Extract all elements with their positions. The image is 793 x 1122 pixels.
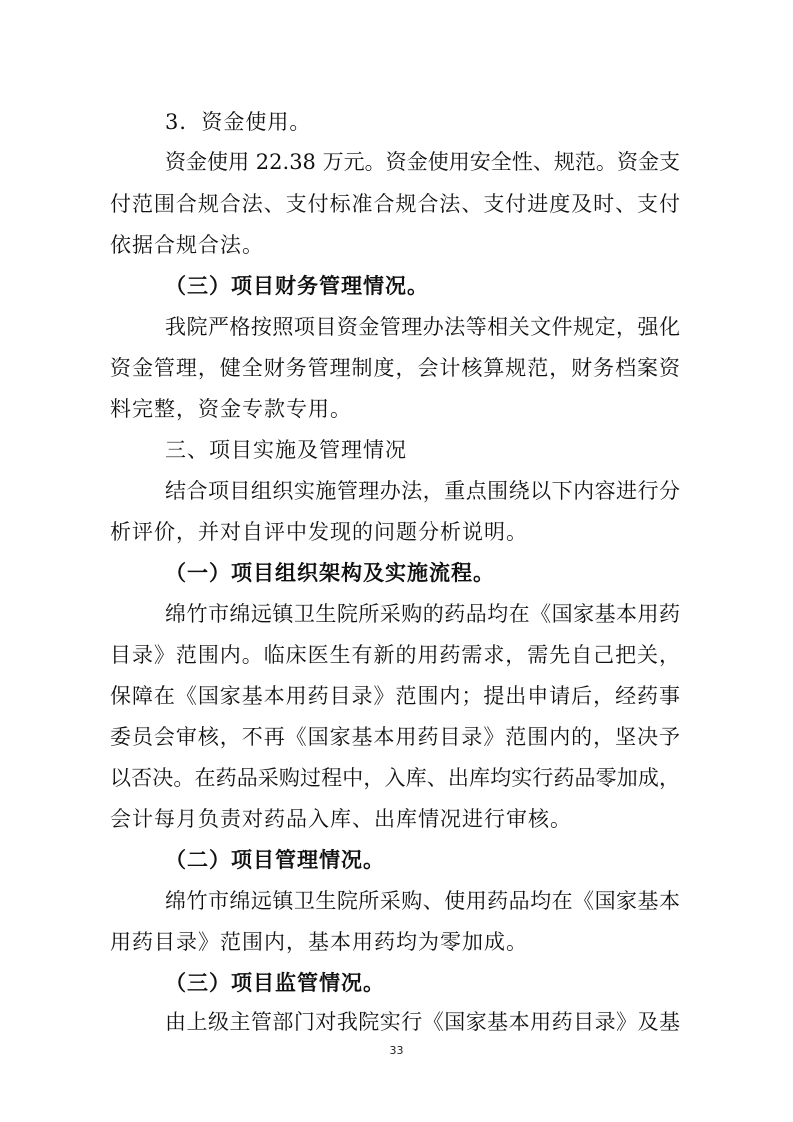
heading-organization: （一）项目组织架构及实施流程。 xyxy=(165,561,495,585)
paragraph-line: 资金管理，健全财务管理制度，会计核算规范，财务档案资 xyxy=(110,356,680,380)
heading-supervision: （三）项目监管情况。 xyxy=(165,971,385,995)
section-heading-implementation: 三、项目实施及管理情况 xyxy=(165,438,407,462)
paragraph-line: 资金使用 22.38 万元。资金使用安全性、规范。资金支 xyxy=(165,150,680,174)
paragraph-line: 会计每月负责对药品入库、出库情况进行审核。 xyxy=(110,807,572,831)
paragraph-line: 依据合规合法。 xyxy=(110,233,264,257)
paragraph-line: 由上级主管部门对我院实行《国家基本用药目录》及基 xyxy=(165,1010,680,1034)
heading-funds-use: 3．资金使用。 xyxy=(165,110,312,134)
paragraph-line: 料完整，资金专款专用。 xyxy=(110,397,352,421)
heading-management: （二）项目管理情况。 xyxy=(165,848,385,872)
paragraph-line: 目录》范围内。临床医生有新的用药需求，需先自己把关， xyxy=(110,643,680,667)
paragraph-line: 析评价，并对自评中发现的问题分析说明。 xyxy=(110,520,528,544)
paragraph-line: 绵竹市绵远镇卫生院所采购、使用药品均在《国家基本 xyxy=(165,889,680,913)
paragraph-line: 委员会审核，不再《国家基本用药目录》范围内的，坚决予 xyxy=(110,725,680,749)
paragraph-line: 用药目录》范围内，基本用药均为零加成。 xyxy=(110,930,528,954)
paragraph-line: 保障在《国家基本用药目录》范围内；提出申请后，经药事 xyxy=(110,684,680,708)
paragraph-line: 付范围合规合法、支付标准合规合法、支付进度及时、支付 xyxy=(110,192,680,216)
paragraph-line: 结合项目组织实施管理办法，重点围绕以下内容进行分 xyxy=(165,479,680,503)
page-number: 33 xyxy=(389,1044,404,1057)
paragraph-line: 绵竹市绵远镇卫生院所采购的药品均在《国家基本用药 xyxy=(165,602,680,626)
paragraph-line: 我院严格按照项目资金管理办法等相关文件规定，强化 xyxy=(165,315,680,339)
heading-financial-management: （三）项目财务管理情况。 xyxy=(165,274,429,298)
paragraph-line: 以否决。在药品采购过程中，入库、出库均实行药品零加成， xyxy=(110,766,680,790)
